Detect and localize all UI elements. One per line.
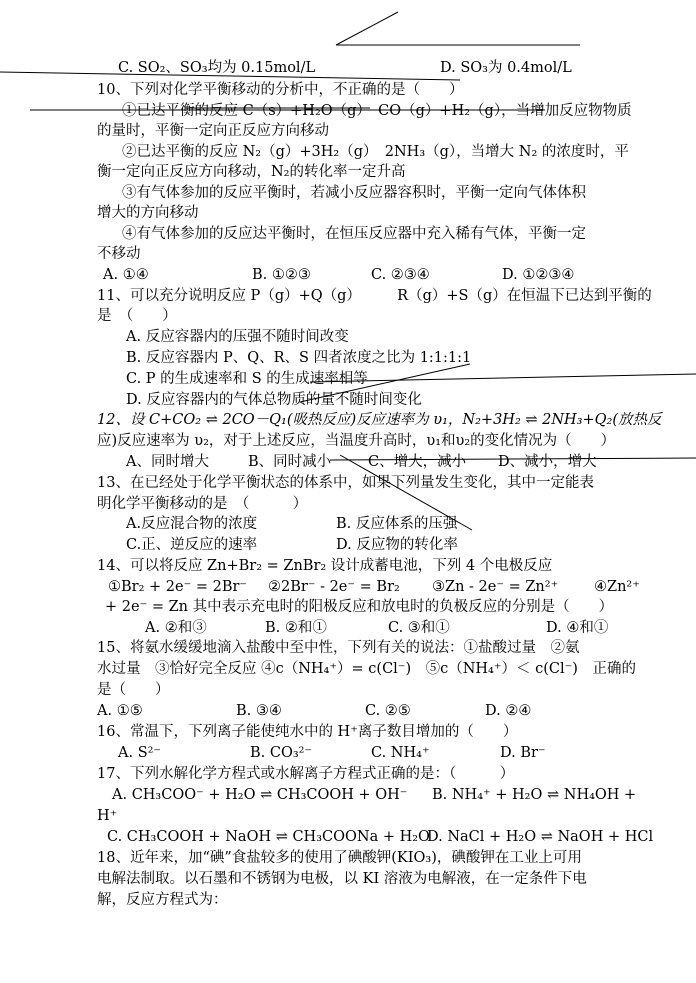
q17-option-a: A. CH₃COO⁻ + H₂O ⇌ CH₃COOH + OH⁻ (112, 787, 408, 803)
q15-option-b: B. ③④ (236, 703, 282, 719)
q10-option-c: C. ②③④ (371, 267, 430, 283)
q10-statement-1a: ①已达平衡的反应 C（s）+H₂O（g） CO（g）+H₂（g），当增加反应物物质 (122, 103, 632, 119)
q10-option-b: B. ①②③ (252, 267, 311, 283)
q18-line-2: 电解法制取。以石墨和不锈钢为电极，以 KI 溶液为电解液，在一定条件下电 (97, 871, 587, 887)
q17-option-c: C. CH₃COOH + NaOH ⇌ CH₃COONa + H₂O (107, 829, 430, 845)
q12-stem-a: 12、设 C+CO₂ ⇌ 2CO－Q₁(吸热反应)反应速率为 υ₁，N₂+3H₂ ⇌ 2NH₃+Q₂(放热反 (97, 412, 662, 428)
q18-line-3: 解，反应方程式为： (97, 892, 228, 908)
q11-option-d: D. 反应容器内的气体总物质的量不随时间变化 (126, 392, 422, 408)
q15-option-c: C. ②⑤ (365, 703, 411, 719)
q13-option-d: D. 反应物的转化率 (336, 537, 458, 553)
q13-stem-a: 13、在已经处于化学平衡状态的体系中，如果下列量发生变化，其中一定能表 (97, 475, 594, 491)
q9-option-c: C. SO₂、SO₃均为 0.15mol/L (118, 60, 316, 76)
q15-stem-a: 15、将氨水缓缓地滴入盐酸中至中性，下列有关的说法：①盐酸过量 ②氨 (97, 640, 580, 656)
q11-option-b: B. 反应容器内 P、Q、R、S 四者浓度之比为 1:1:1:1 (126, 350, 472, 366)
q17-option-b-cont: H⁺ (97, 808, 118, 824)
q14-option-d: D. ④和① (546, 620, 609, 636)
q14-option-b: B. ②和① (265, 620, 327, 636)
q11-stem-b: 是 （ ） (97, 308, 177, 324)
q14-option-c: C. ③和① (388, 620, 450, 636)
q15-option-d: D. ②④ (485, 703, 532, 719)
q14-option-a: A. ②和③ (145, 620, 207, 636)
q16-stem: 16、常温下，下列离子能使纯水中的 H⁺离子数目增加的（ ） (97, 724, 518, 740)
q10-stem: 10、下列对化学平衡移动的分析中，不正确的是（ ） (97, 82, 464, 98)
q12-option-b: B、同时减小 (248, 454, 332, 470)
q11-option-a: A. 反应容器内的压强不随时间改变 (126, 329, 349, 345)
q9-option-d: D. SO₃为 0.4mol/L (440, 60, 572, 76)
q17-stem: 17、下列水解化学方程式或水解离子方程式正确的是：（ ） (97, 766, 515, 782)
q12-option-d: D、减小，增大 (498, 454, 597, 470)
q10-statement-3b: 增大的方向移动 (97, 205, 199, 221)
q16-option-c: C. NH₄⁺ (371, 745, 430, 761)
q10-statement-2b: 衡一定向正反应方向移动，N₂的转化率一定升高 (97, 164, 406, 180)
q14-reaction-3: ③Zn - 2e⁻ = Zn²⁺ (432, 579, 559, 595)
q10-statement-4a: ④有气体参加的反应达平衡时，在恒压反应器中充入稀有气体，平衡一定 (122, 226, 586, 242)
q14-reaction-4b: + 2e⁻ = Zn 其中表示充电时的阳极反应和放电时的负极反应的分别是（ ） (105, 599, 614, 615)
q14-reaction-1: ①Br₂ + 2e⁻ = 2Br⁻ (108, 579, 248, 595)
q12-option-a: A、同时增大 (126, 454, 209, 470)
q16-option-b: B. CO₃²⁻ (250, 745, 313, 761)
q12-option-c: C、增大，减小 (368, 454, 467, 470)
q16-option-a: A. S²⁻ (118, 745, 162, 761)
q17-option-d: D. NaCl + H₂O ⇌ NaOH + HCl (427, 829, 654, 845)
q11-stem-a: 11、可以充分说明反应 P（g）+Q（g） R（g）+S（g）在恒温下已达到平衡的 (97, 288, 652, 304)
q13-option-b: B. 反应体系的压强 (336, 516, 458, 532)
q14-stem: 14、可以将反应 Zn+Br₂ = ZnBr₂ 设计成蓄电池，下列 4 个电极反应 (97, 558, 553, 574)
q10-option-d: D. ①②③④ (502, 267, 575, 283)
q17-option-b: B. NH₄⁺ + H₂O ⇌ NH₄OH + (432, 787, 637, 803)
q11-option-c: C. P 的生成速率和 S 的生成速率相等 (126, 371, 368, 387)
q18-line-1: 18、近年来，加“碘”食盐较多的使用了碘酸钾(KIO₃)，碘酸钾在工业上可用 (97, 850, 582, 866)
q10-statement-3a: ③有气体参加的反应平衡时，若减小反应器容积时，平衡一定向气体体积 (122, 185, 586, 201)
q14-reaction-2: ②2Br⁻ - 2e⁻ = Br₂ (268, 579, 400, 595)
q15-stem-c: 是（ ） (97, 682, 170, 698)
q10-statement-1b: 的量时，平衡一定向正反应方向移动 (97, 123, 329, 139)
q15-stem-b: 水过量 ③恰好完全反应 ④c（NH₄⁺）= c(Cl⁻) ⑤c（NH₄⁺）＜ c(Cl⁻) 正确的 (97, 661, 636, 677)
q12-stem-b: 应)反应速率为 υ₂，对于上述反应，当温度升高时，υ₁和υ₂的变化情况为（ ） (97, 433, 616, 449)
q15-option-a: A. ①⑤ (97, 703, 143, 719)
q13-option-a: A.反应混合物的浓度 (126, 516, 258, 532)
q10-option-a: A. ①④ (103, 267, 149, 283)
q10-statement-2a: ②已达平衡的反应 N₂（g）+3H₂（g） 2NH₃（g），当增大 N₂ 的浓度时，平 (122, 144, 629, 160)
q13-stem-b: 明化学平衡移动的是 （ ） (97, 496, 308, 512)
q16-option-d: D. Br⁻ (500, 745, 546, 761)
q10-statement-4b: 不移动 (97, 246, 141, 262)
q14-reaction-4a: ④Zn²⁺ (594, 579, 640, 595)
q13-option-c: C.正、逆反应的速率 (126, 537, 258, 553)
